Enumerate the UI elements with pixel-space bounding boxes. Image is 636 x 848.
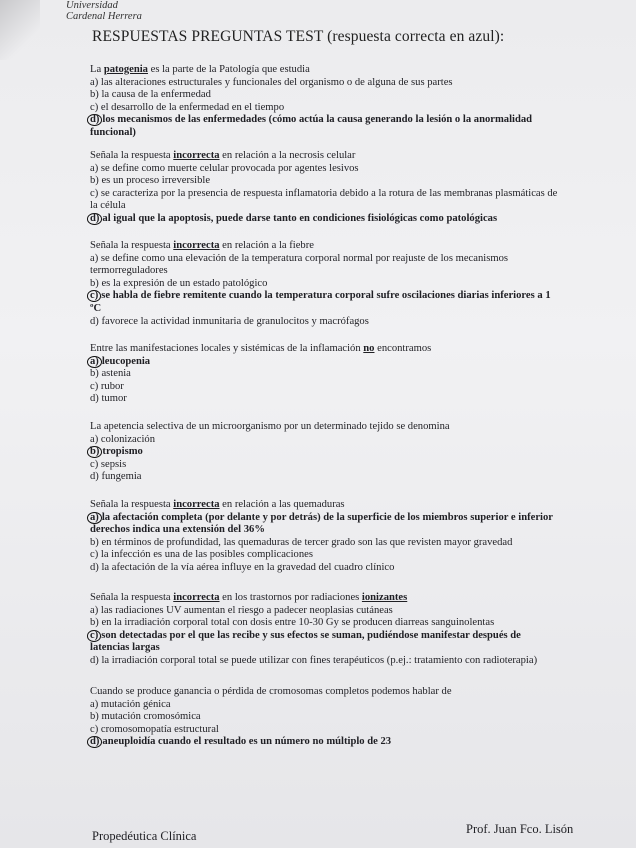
option-a-correct: a) la afectación completa (por delante y por detrás) de la superficie de los miembros superior e inferior derechos indica una extensión del 36% [90, 512, 560, 537]
page-shadow [0, 0, 40, 60]
option-c: c) el desarrollo de la enfermedad en el tiempo [90, 101, 285, 113]
course-name: Propedéutica Clínica [92, 829, 197, 843]
answer-circle: a) [87, 356, 102, 368]
university-line-2: Cardenal Herrera [66, 11, 142, 22]
option-b: b) es la expresión de un estado patológico [90, 277, 268, 289]
option-c: c) se caracteriza por la presencia de respuesta inflamatoria debido a la rotura de las membranas plasmáticas de la célula [90, 187, 558, 212]
option-b: b) astenia [90, 368, 131, 380]
option-a: a) mutación génica [90, 698, 171, 710]
question-stem: Señala la respuesta incorrecta en los trastornos por radiaciones ionizantes [90, 592, 408, 603]
question-stem: Señala la respuesta incorrecta en relación a las quemaduras [90, 499, 345, 510]
question-7 [90, 592, 560, 668]
option-b: b) la causa de la enfermedad [90, 89, 211, 101]
question-8 [90, 686, 560, 749]
page-title: RESPUESTAS PREGUNTAS TEST (respuesta correcta en azul): [92, 28, 505, 45]
answer-circle: d) [87, 114, 102, 126]
option-d-correct: d) los mecanismos de las enfermedades (cómo actúa la causa generando la lesión o la anormalidad funcional) [90, 114, 560, 139]
answer-circle: d) [87, 213, 102, 225]
answer-circle: c) [87, 290, 101, 302]
option-c: c) la infección es una de las posibles complicaciones [90, 549, 313, 561]
option-c-correct: c) se habla de fiebre remitente cuando la temperatura corporal sufre oscilaciones diarias inferiores a 1 ºC [90, 290, 560, 315]
option-c: c) sepsis [90, 458, 127, 470]
option-a: a) se define como muerte celular provocada por agentes lesivos [90, 162, 359, 174]
option-a-correct: a) leucopenia [90, 356, 560, 369]
question-stem: Señala la respuesta incorrecta en relación a la fiebre [90, 240, 314, 251]
university-header [66, 0, 142, 22]
question-stem: Señala la respuesta incorrecta en relación a la necrosis celular [90, 150, 356, 161]
option-b: b) en la irradiación corporal total con dosis entre 10-30 Gy se producen diarreas sanguinolentas [90, 617, 495, 629]
question-3 [90, 240, 560, 328]
answer-circle: b) [87, 446, 102, 458]
question-5 [90, 421, 560, 484]
university-line-1: Universidad [66, 0, 118, 11]
option-d: d) fungemia [90, 471, 142, 483]
question-6 [90, 499, 560, 575]
answer-circle: c) [87, 630, 101, 642]
option-d-correct: d) aneuploidía cuando el resultado es un número no múltiplo de 23 [90, 736, 560, 749]
option-b: b) en términos de profundidad, las quemaduras de tercer grado son las que revisten mayor gravedad [90, 536, 513, 548]
option-d: d) tumor [90, 393, 127, 405]
option-b: b) mutación cromosómica [90, 711, 201, 723]
professor-name: Prof. Juan Fco. Lisón [466, 822, 574, 836]
question-1 [90, 64, 560, 140]
option-a: a) colonización [90, 433, 156, 445]
option-c: c) cromosomopatía estructural [90, 723, 219, 735]
option-b: b) es un proceso irreversible [90, 175, 211, 187]
question-4 [90, 343, 560, 406]
option-a: a) las alteraciones estructurales y funcionales del organismo o de alguna de sus partes [90, 76, 453, 88]
question-stem: Entre las manifestaciones locales y sistémicas de la inflamación no encontramos [90, 343, 432, 354]
option-a: a) se define como una elevación de la temperatura corporal normal por reajuste de los mecanismos termorreguladores [90, 252, 508, 277]
option-c: c) rubor [90, 380, 124, 392]
option-d-correct: d) al igual que la apoptosis, puede darse tanto en condiciones fisiológicas como patológicas [90, 213, 560, 226]
option-a: a) las radiaciones UV aumentan el riesgo a padecer neoplasias cutáneas [90, 604, 393, 616]
option-c-correct: c) son detectadas por el que las recibe y sus efectos se suman, pudiéndose manifestar después de latencias largas [90, 630, 560, 655]
answer-circle: d) [87, 736, 102, 748]
question-stem: Cuando se produce ganancia o pérdida de cromosomas completos podemos hablar de [90, 686, 452, 697]
option-b-correct: b) tropismo [90, 446, 560, 459]
question-2 [90, 150, 560, 226]
question-stem: La apetencia selectiva de un microorganismo por un determinado tejido se denomina [90, 421, 450, 432]
question-stem: La patogenia es la parte de la Patología que estudia [90, 64, 310, 75]
option-d: d) favorece la actividad inmunitaria de granulocitos y macrófagos [90, 315, 369, 327]
option-d: d) la irradiación corporal total se puede utilizar con fines terapéuticos (p.ej.: tratamiento con radioterapia) [90, 654, 538, 666]
answer-circle: a) [87, 512, 102, 524]
option-d: d) la afectación de la vía aérea influye en la gravedad del cuadro clínico [90, 561, 395, 573]
